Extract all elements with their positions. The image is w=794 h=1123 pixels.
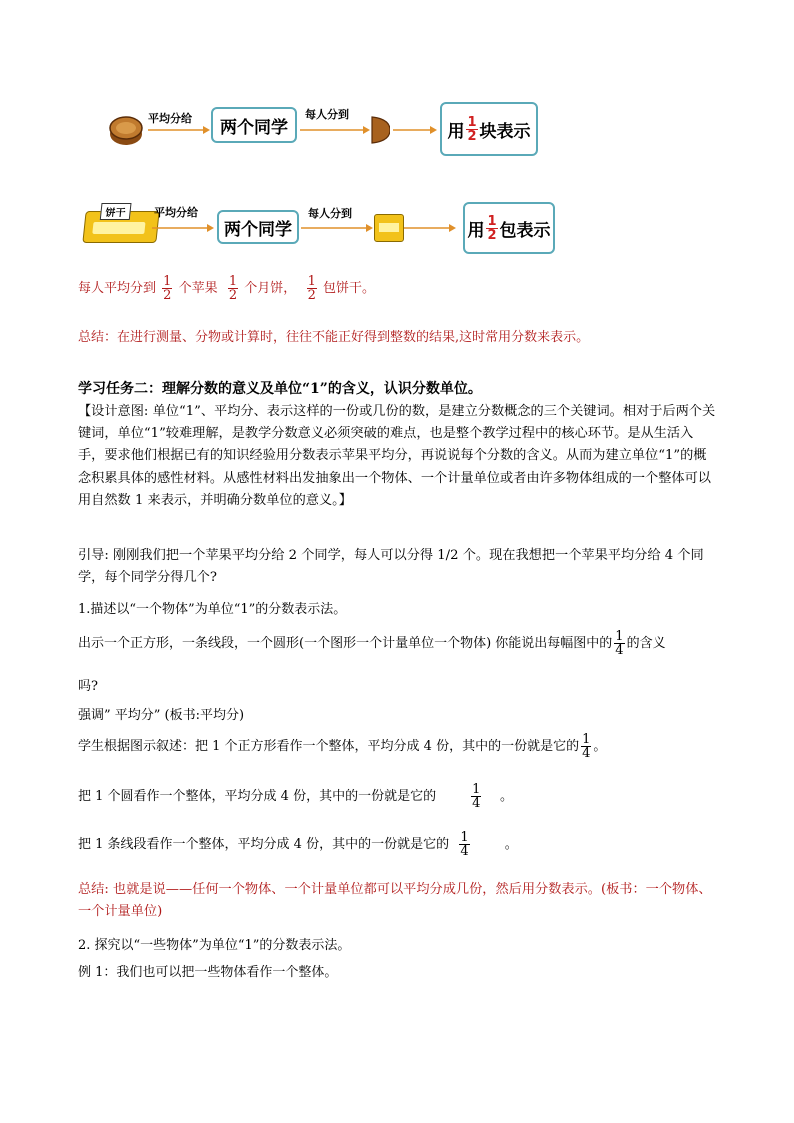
diagram-row-1 (100, 95, 560, 165)
conclusion-1: 总结：在进行测量、分物或计算时，往往不能正好得到整数的结果,这时常用分数来表示。 (78, 330, 590, 345)
narration-segment: 把 1 条线段看作一个整体，平均分成 4 份，其中的一份就是它的 $\frac{1}{4}$ 。 (78, 830, 518, 859)
result-fraction-2: $\frac{1}{2}$ (487, 213, 497, 243)
intro-text: 引导: 刚刚我们把一个苹果平均分给 2 个同学，每人可以分得 1/2 个。现在我想把一个苹果平均分给 4 个同学，每个同学分得几个? (78, 548, 704, 586)
two-students-box: 两个同学 (211, 107, 297, 143)
item-2: 2. 探究以“一些物体”为单位“1”的分数表示法。 (78, 938, 351, 953)
mooncake-icon (108, 113, 144, 147)
half-biscuit-icon (374, 214, 404, 242)
result-fraction: $\frac{1}{2}$ (467, 114, 477, 144)
narration-square: 学生根据图示叙述：把 1 个正方形看作一个整体，平均分成 4 份，其中的一份就是它的 $\frac{1}{4}$ 。 (78, 732, 607, 761)
result-box-pack: 用 $\frac{1}{2}$ 包表示 (463, 202, 555, 254)
conclusion-2: 总结: 也就是说——任何一个物体、一个计量单位都可以平均分成几份，然后用分数表示。(板书：一个物体、一个计量单位) (78, 882, 712, 920)
design-intent: 【设计意图: 单位“1”、平均分、表示这样的一份或几份的数，是建立分数概念的三个关键词。相对于后两个关键词，单位“1”较难理解，是教学分数意义必须突破的难点，也是整个教学过程中的核心环节。是从生活入手，要求他们根据已有的知识经验用分数表示苹果平均分，再说说每个分数的含义。从而为建立单位“1”的概念积累具体的感性材料。从感性材料出发抽象出一个物体、一个计量单位或者由许多物体组成的一个整体可以用自然数 1 来表示，并明确分数单位的意义。】 (78, 404, 716, 508)
arrow-2-label: 每人分到 (305, 108, 349, 121)
half-mooncake-icon (370, 113, 390, 147)
item-1: 1.描述以“一个物体”为单位“1”的分数表示法。 (78, 602, 347, 617)
result-box-block: 用 $\frac{1}{2}$ 块表示 (440, 102, 538, 156)
arrow-5-label: 每人分到 (308, 207, 352, 220)
arrow-4 (152, 223, 214, 233)
arrow-1-label: 平均分给 (148, 112, 192, 125)
arrow-4-label: 平均分给 (154, 206, 198, 219)
show-sentence: 出示一个正方形，一条线段，一个圆形(一个图形一个计量单位一个物体) 你能说出每幅图中的 $\frac{1}{4}$ 的含义 (78, 629, 666, 658)
arrow-3 (393, 125, 437, 135)
summary-sentence: 每人平均分到 $\frac{1}{2}$ 个苹果 $\frac{1}{2}$ 个月饼， $\frac{1}{2}$ 包饼干。 (78, 274, 375, 303)
narration-circle: 把 1 个圆看作一个整体，平均分成 4 份，其中的一份就是它的 $\frac{1}{4}$ 。 (78, 782, 513, 811)
arrow-2 (300, 125, 370, 135)
two-students-box-2: 两个同学 (217, 210, 299, 244)
emphasis: 强调” 平均分” (板书:平均分) (78, 708, 245, 723)
example-1: 例 1：我们也可以把一些物体看作一个整体。 (78, 965, 338, 980)
arrow-5 (301, 223, 373, 233)
task-2-title: 学习任务二：理解分数的意义及单位“1”的含义，认识分数单位。 (78, 381, 482, 397)
arrow-6 (404, 223, 456, 233)
diagram-row-2 (80, 197, 560, 259)
arrow-1 (148, 125, 210, 135)
biscuit-pack-icon: 饼干 (82, 211, 159, 243)
show-sentence-cont: 吗? (78, 679, 98, 694)
